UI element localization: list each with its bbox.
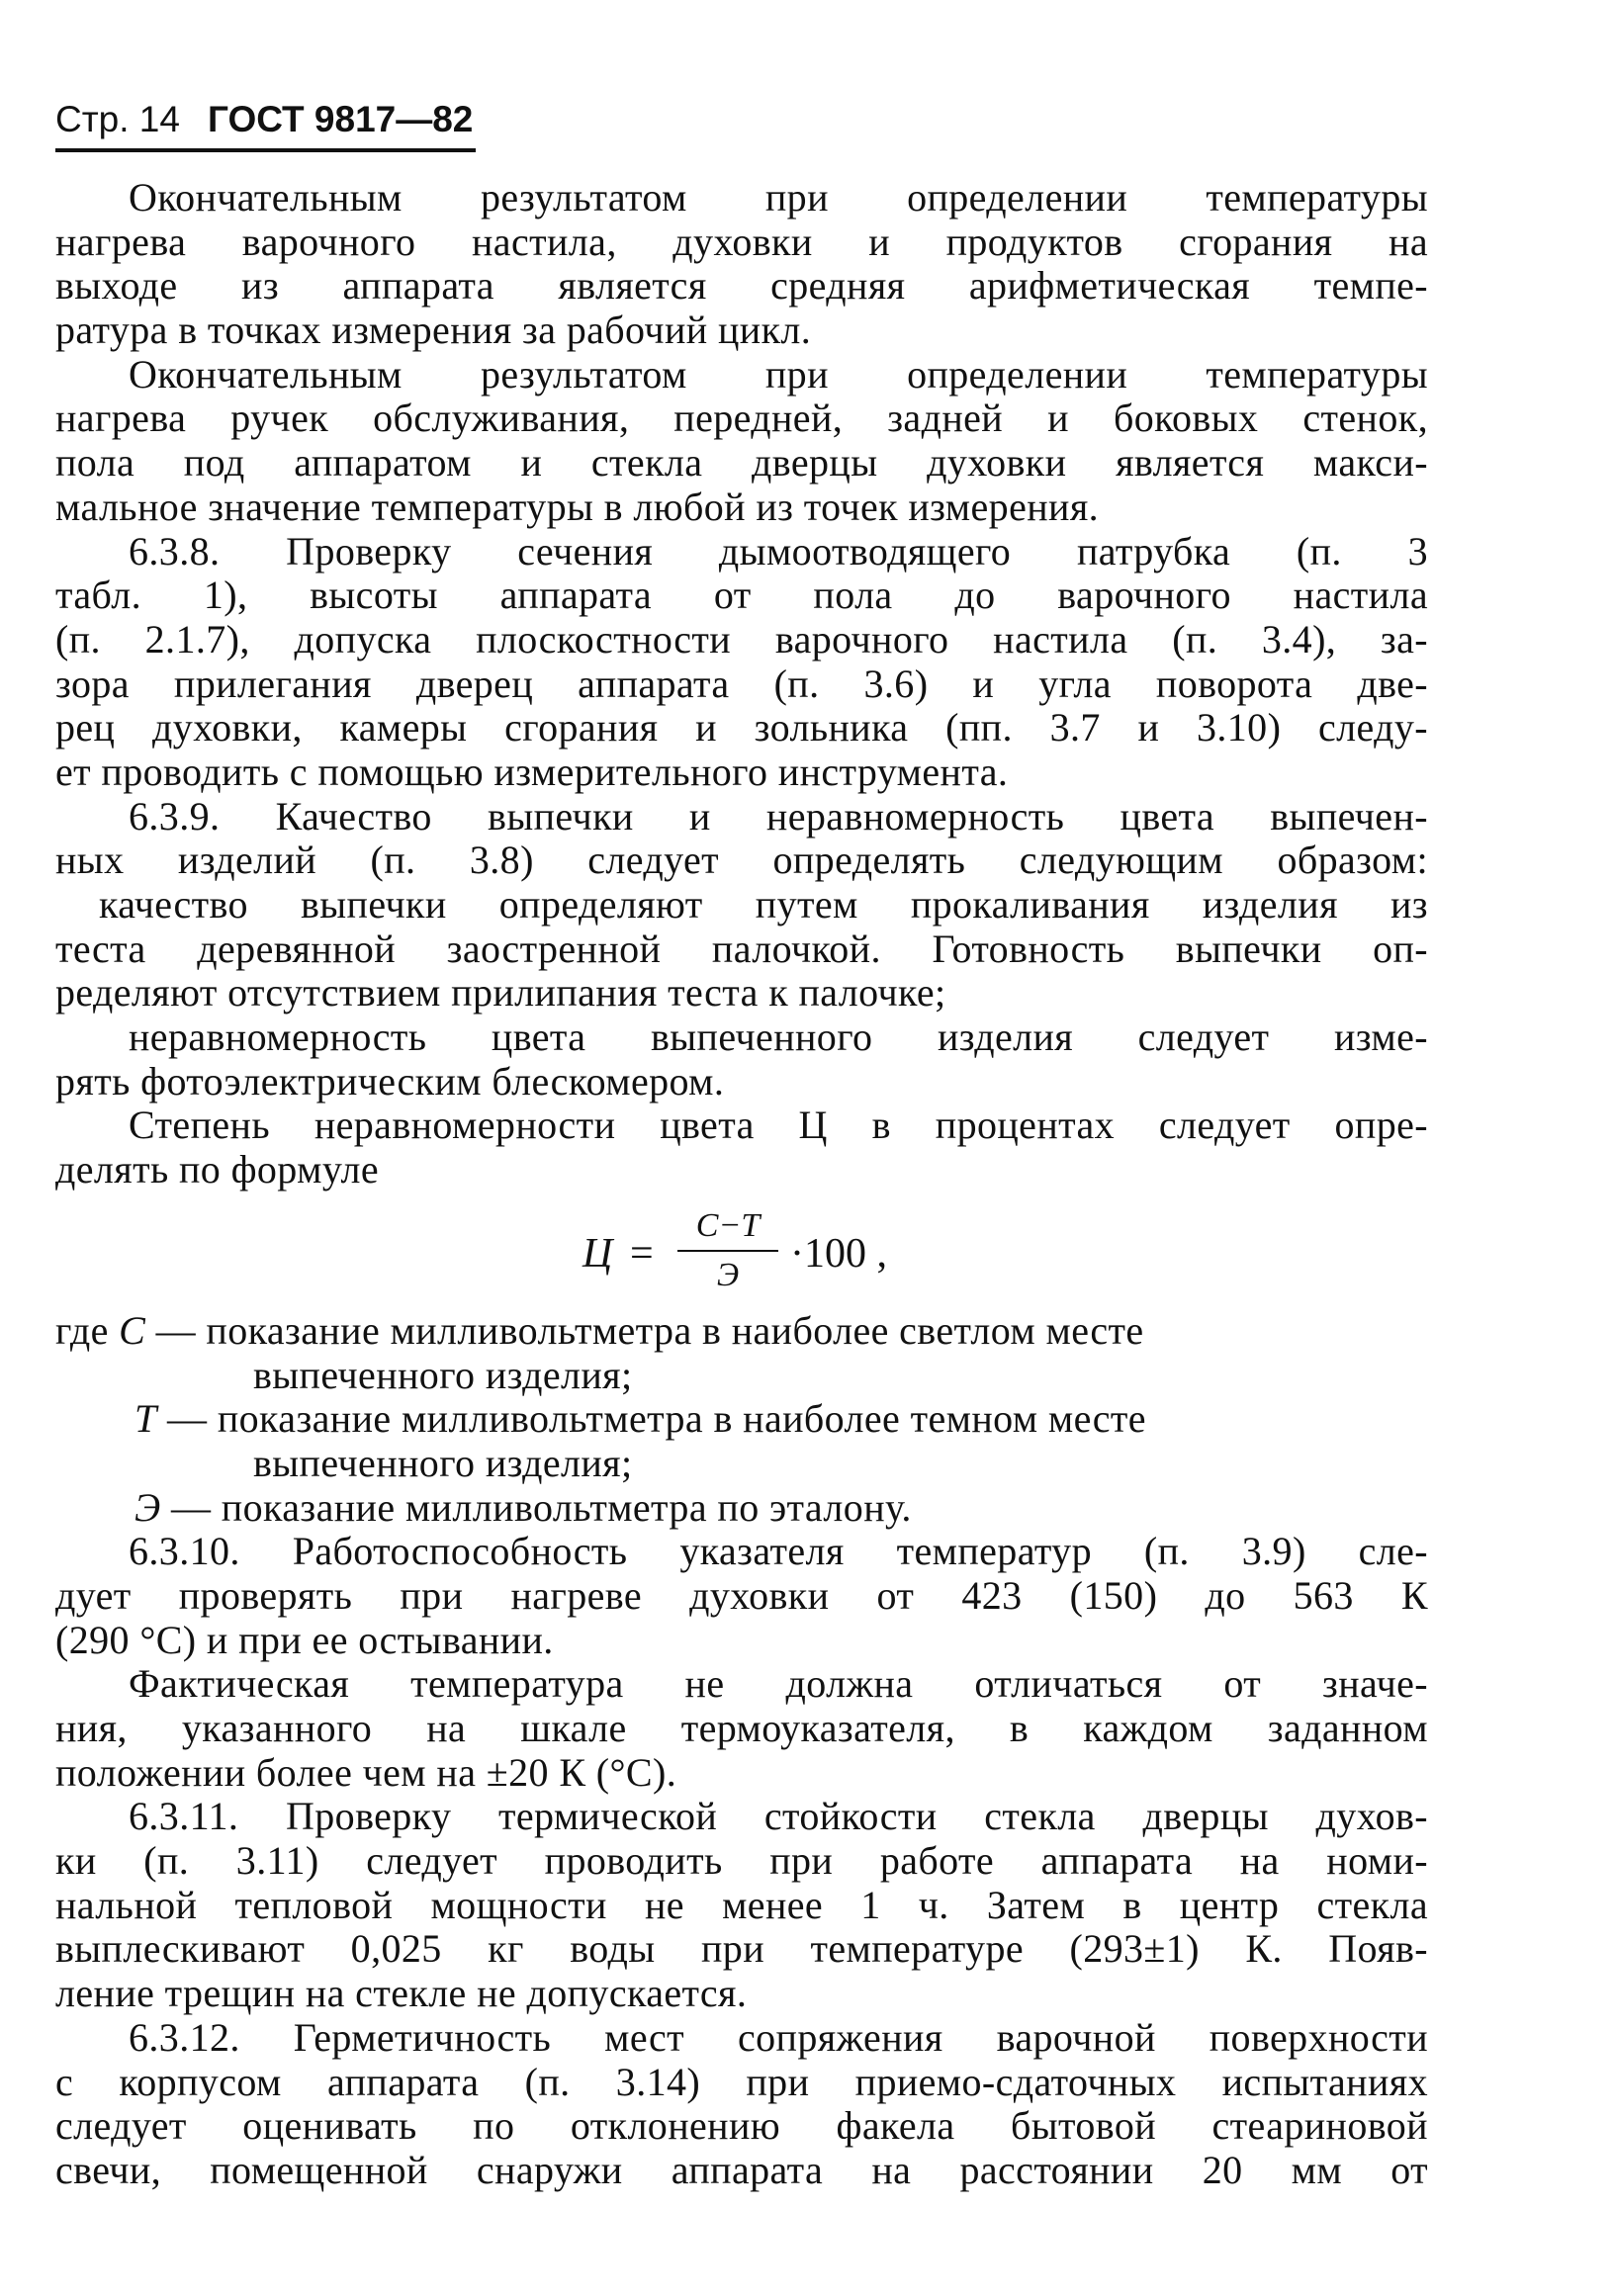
text-line: свечи, помещенной снаружи аппарата на расстоянии 20 мм от (55, 2148, 1428, 2192)
where-symbol: Э (134, 1485, 161, 1530)
where-symbol: С (119, 1308, 146, 1353)
where-text: — показание милливольтметра в наиболее светлом месте (145, 1308, 1144, 1353)
text-line: рять фотоэлектрическим блескомером. (55, 1059, 725, 1104)
text-line: 6.3.10. Работоспособность указателя температур (п. 3.9) сле- (129, 1530, 1428, 1574)
text-line: нагрева ручек обслуживания, передней, задней и боковых стенок, (55, 397, 1428, 441)
text-line: дует проверять при нагреве духовки от 423 (150) до 563 К (55, 1573, 1428, 1618)
where-line-cont: выпеченного изделия; (253, 1353, 633, 1397)
text-line: ния, указанного на шкале термоуказателя, в каждом заданном (55, 1707, 1428, 1750)
page-header (55, 91, 476, 152)
text-line: (290 °С) и при ее остывании. (55, 1618, 554, 1662)
text-line: нагрева варочного настила, духовки и продуктов сгорания на (55, 220, 1428, 264)
text-line: (п. 2.1.7), допуска плоскостности варочного настила (п. 3.4), за- (55, 617, 1428, 662)
text-line: Фактическая температура не должна отличаться от значе- (129, 1662, 1428, 1707)
text-line: рец духовки, камеры сгорания и зольника (пп. 3.7 и 3.10) следу- (55, 706, 1428, 751)
text-line: с корпусом аппарата (п. 3.14) при приемо-сдаточных испытаниях (55, 2060, 1428, 2104)
text-line: следует оценивать по отклонению факела бытовой стеариновой (55, 2104, 1428, 2149)
formula-equals: = (630, 1230, 654, 1277)
where-line (55, 1397, 1428, 1442)
text-line: делять по формуле (55, 1148, 379, 1192)
text-line: 6.3.11. Проверку термической стойкости стекла дверцы духов- (129, 1795, 1428, 1839)
text-line: ки (п. 3.11) следует проводить при работе аппарата на номи- (55, 1839, 1428, 1884)
text-line: зора прилегания дверец аппарата (п. 3.6) и угла поворота две- (55, 662, 1428, 706)
formula-multiplier: ·100 , (790, 1230, 887, 1277)
where-prefix: где (55, 1308, 120, 1353)
text-line: качество выпечки определяют путем прокаливания изделия из (99, 883, 1428, 927)
text-line: выплескивают 0,025 кг воды при температуре (293±1) К. Появ- (55, 1927, 1428, 1972)
text-line: ных изделий (п. 3.8) следует определять следующим образом: (55, 839, 1428, 883)
text-line: 6.3.12. Герметичность мест сопряжения варочной поверхности (129, 2015, 1428, 2060)
standard-code: ГОСТ 9817—82 (207, 99, 474, 139)
text-line: ление трещин на стекле не допускается. (55, 1972, 748, 2016)
where-symbol: Т (134, 1397, 157, 1442)
formula-denominator: Э (716, 1256, 740, 1293)
document-body (55, 176, 1428, 2193)
text-line: Степень неравномерности цвета Ц в процентах следует опре- (129, 1104, 1428, 1148)
where-line (55, 1486, 1428, 1531)
text-line: неравномерность цвета выпеченного изделия следует изме- (129, 1016, 1428, 1060)
where-text: — показание милливольтметра по эталону. (160, 1485, 912, 1530)
fraction-bar (677, 1250, 778, 1252)
formula-lhs: Ц (582, 1230, 613, 1277)
text-line: Окончательным результатом при определении температуры (129, 352, 1428, 397)
text-line: ратура в точках измерения за рабочий цикл. (55, 309, 812, 353)
text-line: нальной тепловой мощности не менее 1 ч. Затем в центр стекла (55, 1883, 1428, 1927)
page-number: Стр. 14 (55, 99, 180, 139)
formula-fraction (673, 1204, 782, 1293)
where-line-cont: выпеченного изделия; (253, 1441, 633, 1485)
text-line: пола под аппаратом и стекла дверцы духовки является макси- (55, 441, 1428, 486)
text-line: 6.3.8. Проверку сечения дымоотводящего патрубка (п. 3 (129, 529, 1428, 574)
text-line: Окончательным результатом при определении температуры (129, 176, 1428, 220)
where-line (55, 1309, 1428, 1354)
formula-numerator: С−Т (695, 1206, 761, 1244)
text-line: положении более чем на ±20 К (°С). (55, 1750, 677, 1795)
text-line: ет проводить с помощью измерительного инструмента. (55, 750, 1009, 794)
text-line: выходе из аппарата является средняя арифметическая темпе- (55, 264, 1428, 309)
text-line: теста деревянной заостренной палочкой. Готовность выпечки оп- (55, 927, 1428, 971)
text-line: 6.3.9. Качество выпечки и неравномерность цвета выпечен- (129, 794, 1428, 839)
formula-block (55, 1192, 1428, 1309)
where-text: — показание милливольтметра в наиболее темном месте (156, 1397, 1146, 1442)
text-line: ределяют отсутствием прилипания теста к палочке; (55, 971, 946, 1016)
text-line: мальное значение температуры в любой из точек измерения. (55, 485, 1100, 529)
text-line: табл. 1), высоты аппарата от пола до варочного настила (55, 574, 1428, 618)
